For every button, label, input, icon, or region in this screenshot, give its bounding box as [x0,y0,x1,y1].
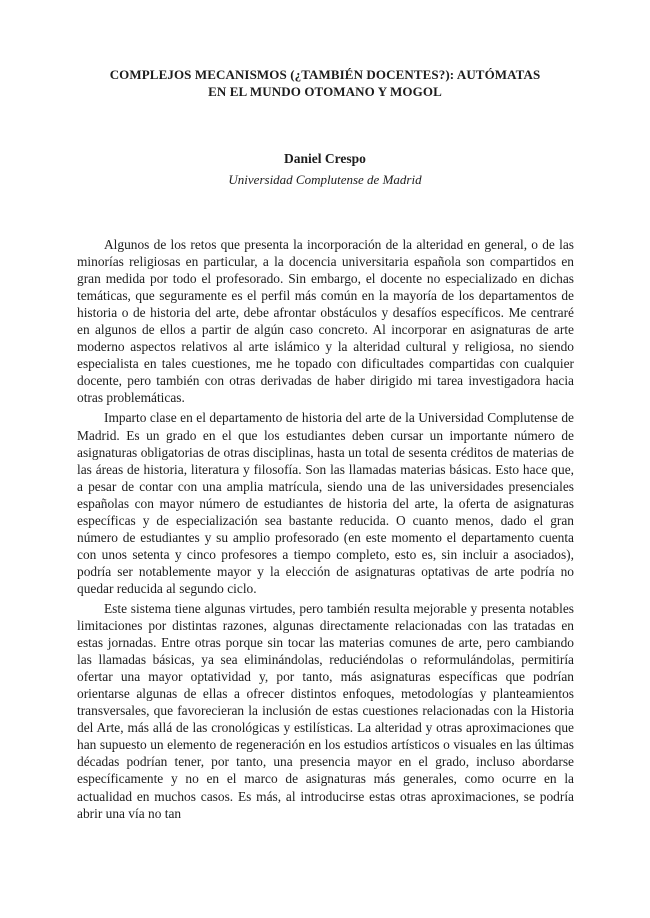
paper-title [60,66,590,100]
body-text [77,236,574,822]
title-line-1: COMPLEJOS MECANISMOS (¿TAMBIÉN DOCENTES?): AUTÓMATAS [109,67,541,82]
title-line-2: EN EL MUNDO OTOMANO Y MOGOL [208,84,442,99]
author-affiliation: Universidad Complutense de Madrid [228,172,422,187]
paragraph-1: Algunos de los retos que presenta la incorporación de la alteridad en general, o de las minorías religiosas en particular, a la docencia universitaria española son compartidos en gran medida por todo el profesorado. Sin embargo, el docente no especializado en dichas temáticas, que seguramente es el perfil más común en la mayoría de los departamentos de historia o de historia del arte, debe afrontar obstáculos y desafíos específicos. Me centraré en algunos de ellos a partir de algún caso concreto. Al incorporar en asignaturas de arte moderno aspectos relativos al arte islámico y la alteridad cultural y religiosa, no siendo especialista en tales cuestiones, me he topado con dificultades compartidas con cualquier docente, pero también con otras derivadas de haber dirigido mi tarea investigadora hacia otras problemáticas. [77,237,574,406]
paragraph-2: Imparto clase en el departamento de historia del arte de la Universidad Complutense de Madrid. Es un grado en el que los estudiantes deben cursar un importante número de asignaturas obligatorias de otras disciplinas, hasta un total de sesenta créditos de materias de las áreas de historia, literatura y filosofía. Son las llamadas materias básicas. Esto hace que, a pesar de contar con una amplia matrícula, siendo una de las universidades presenciales españolas con mayor número de estudiantes de historia del arte, la oferta de asignaturas específicas y de especialización sea bastante reducida. O cuanto menos, dado el gran número de estudiantes y su amplio profesorado (en este momento el departamento cuenta con unos setenta y cinco profesores a tiempo completo, esto es, sin incluir a asociados), podría ser notablemente mayor y la elección de asignaturas optativas de arte podría no quedar reducida al segundo ciclo. [77,410,574,596]
author-name: Daniel Crespo [284,151,366,166]
paragraph-3: Este sistema tiene algunas virtudes, pero también resulta mejorable y presenta notables limitaciones por distintas razones, algunas directamente relacionadas con las tratadas en estas jornadas. Entre otras porque sin tocar las materias comunes de arte, pero cambiando las llamadas básicas, ya sea eliminándolas, reduciéndolas o reformulándolas, permitiría ofertar una mayor optatividad y, por tanto, más asignaturas específicas que podrían orientarse algunas de ellas a ofrecer distintos enfoques, metodologías y planteamientos transversales, que favorecieran la inclusión de estas cuestiones relacionadas con la Historia del Arte, más allá de las cronológicas y estilísticas. La alteridad y otras aproximaciones que han supuesto un elemento de regeneración en los estudios artísticos o visuales en las últimas décadas podrían tener, por tanto, una presencia mayor en el grado, incluso abordarse específicamente y no en el marco de asignaturas más generales, como ocurre en la actualidad en muchos casos. Es más, al introducirse estas otras aproximaciones, se podría abrir una vía no tan [77,600,574,821]
